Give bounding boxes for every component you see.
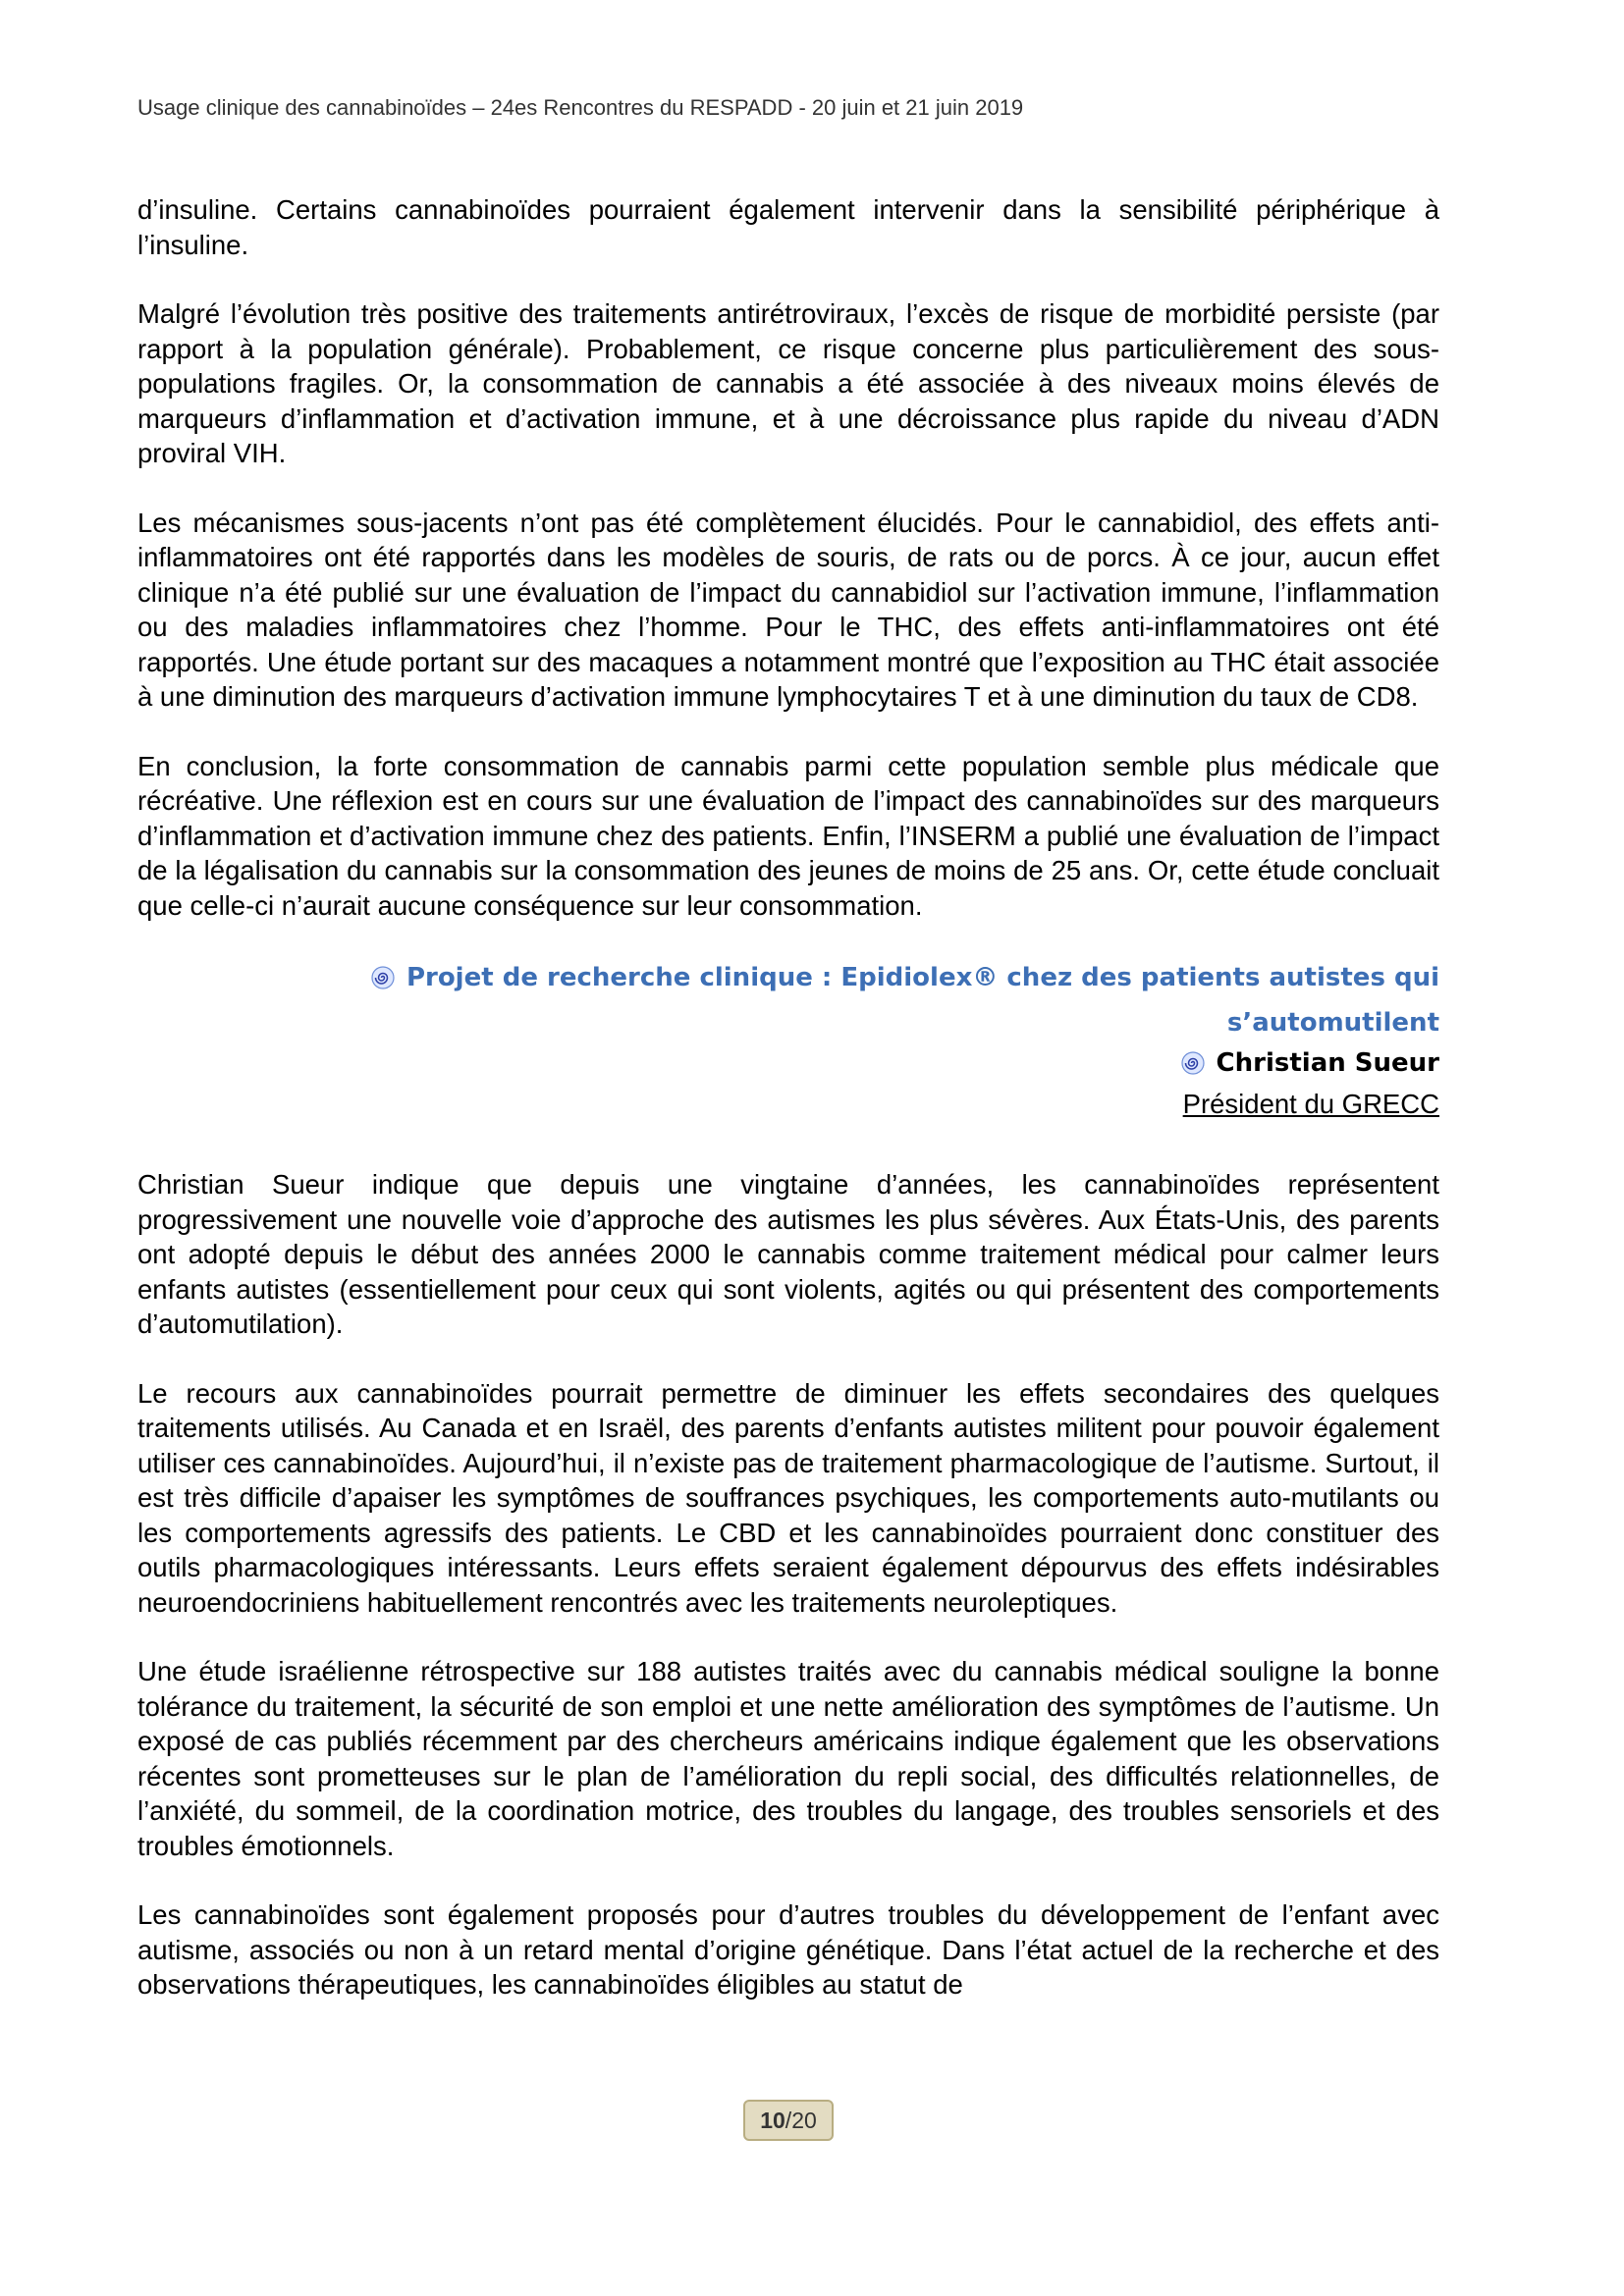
speaker-name: Christian Sueur: [1216, 1048, 1439, 1078]
paragraph: Une étude israélienne rétrospective sur 188 autistes traités avec du cannabis médical souligne la bonne tolérance du traitement, la sécurité de son emploi et une nette amélioration des symptômes de l’autisme. Un exposé de cas publiés récemment par des chercheurs américains indique également que les observations récentes sont prometteuses sur le plan de l’amélioration du repli social, des difficultés relationnelles, de l’anxiété, du sommeil, de la coordination motrice, des troubles du langage, des troubles sensoriels et des troubles émotionnels.: [137, 1656, 1439, 1861]
section-title-text-1: Projet de recherche clinique : Epidiolex® chez des patients autistes qui: [406, 963, 1439, 992]
paragraph: En conclusion, la forte consommation de cannabis parmi cette population semble plus médicale que récréative. Une réflexion est en cours sur une évaluation de l’impact des cannabinoïdes sur des marqueurs d’inflammation et d’activation immune chez des patients. Enfin, l’INSERM a publié une évaluation de l’impact de la légalisation du cannabis sur la consommation des jeunes de moins de 25 ans. Or, cette étude concluait que celle-ci n’aurait aucune conséquence sur leur consommation.: [137, 750, 1439, 921]
section-title-line-2: s’automutilent: [1226, 1008, 1439, 1038]
page-total: 20: [791, 2108, 817, 2133]
page-separator: /: [785, 2108, 792, 2133]
speaker-role: Président du GRECC: [1182, 1089, 1439, 1119]
paragraph: Christian Sueur indique que depuis une vingtaine d’années, les cannabinoïdes représentent progressivement une nouvelle voie d’approche des autismes les plus sévères. Aux États-Unis, des parents ont adopté depuis le début des années 2000 le cannabis comme traitement médical pour calmer leurs enfants autistes (essentiellement pour ceux qui sont violents, agités ou qui présentent des comportements d’automutilation).: [137, 1169, 1439, 1339]
paragraph: Les mécanismes sous-jacents n’ont pas été complètement élucidés. Pour le cannabidiol, des effets anti-inflammatoires ont été rapportés dans les modèles de souris, de rats ou de porcs. À ce jour, aucun effet clinique n’a été publié sur une évaluation de l’impact du cannabidiol sur l’activation immune, l’inflammation ou des maladies inflammatoires chez l’homme. Pour le THC, des effets anti-inflammatoires ont été rapportés. Une étude portant sur des macaques a notamment montré que l’exposition au THC était associée à une diminution des marqueurs d’activation immune lymphocytaires T et à une diminution du taux de CD8.: [137, 507, 1439, 712]
section-title-line-1: [137, 957, 1439, 1002]
page-number: [743, 2100, 834, 2141]
speaker: [137, 1043, 1439, 1087]
spiral-bullet-icon: [371, 961, 395, 1002]
paragraph: d’insuline. Certains cannabinoïdes pourraient également intervenir dans la sensibilité périphérique à l’insuline.: [137, 194, 1439, 260]
page-header: Usage clinique des cannabinoïdes – 24es Rencontres du RESPADD - 20 juin et 21 juin 2019: [137, 95, 1024, 120]
document-body: [137, 192, 1439, 2037]
page-current: 10: [760, 2108, 785, 2133]
spiral-bullet-icon: [1181, 1047, 1205, 1087]
section-title: [137, 957, 1439, 1043]
paragraph: Malgré l’évolution très positive des traitements antirétroviraux, l’excès de risque de morbidité persiste (par rapport à la population générale). Probablement, ce risque concerne plus particulièrement des sous-populations fragiles. Or, la consommation de cannabis a été associée à des niveaux moins élevés de marqueurs d’inflammation et d’activation immune, et à une décroissance plus rapide du niveau d’ADN proviral VIH.: [137, 298, 1439, 468]
paragraph: Le recours aux cannabinoïdes pourrait permettre de diminuer les effets secondaires des quelques traitements utilisés. Au Canada et en Israël, des parents d’enfants autistes militent pour pouvoir également utiliser ces cannabinoïdes. Aujourd’hui, il n’existe pas de traitement pharmacologique de l’autisme. Surtout, il est très difficile d’apaiser les symptômes de souffrances psychiques, les comportements auto-mutilants ou les comportements agressifs des patients. Le CBD et les cannabinoïdes pourraient donc constituer des outils pharmacologiques intéressants. Leurs effets seraient également dépourvus des effets indésirables neuroendocriniens habituellement rencontrés avec les traitements neuroleptiques.: [137, 1377, 1439, 1618]
paragraph: Les cannabinoïdes sont également proposés pour d’autres troubles du développement de l’enfant avec autisme, associés ou non à un retard mental d’origine génétique. Dans l’état actuel de la recherche et des observations thérapeutiques, les cannabinoïdes éligibles au statut de: [137, 1899, 1439, 2000]
